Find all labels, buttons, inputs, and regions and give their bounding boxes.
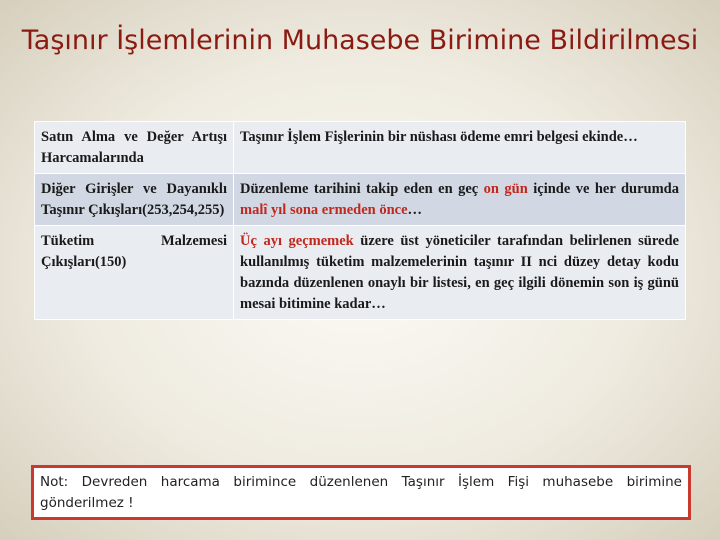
description-text: üzere üst yöneticiler tarafından belirlenen sürede kullanılmış tüketim malzemelerinin taşınır II nci düzey detay kodu bazında düzenlenen onaylı bir listesi, en geç ilgili dönemin son iş günü mesai bitimine kadar… [240, 233, 679, 312]
description-text: Taşınır İşlem Fişlerinin bir nüshası ödeme emri belgesi ekinde… [240, 129, 638, 145]
row-category: Satın Alma ve Değer Artışı Harcamalarında [35, 122, 234, 174]
highlighted-text: on gün [483, 181, 528, 197]
procedures-table [34, 121, 686, 320]
table-row [35, 122, 686, 174]
slide-title: Taşınır İşlemlerinin Muhasebe Birimine Bildirilmesi [21, 25, 699, 56]
row-description [234, 122, 686, 174]
highlighted-text: malî yıl sona ermeden önce [240, 202, 408, 218]
row-description [234, 226, 686, 320]
note-box: Not: Devreden harcama birimince düzenlenen Taşınır İşlem Fişi muhasebe birimine gönderilmez ! [31, 465, 691, 520]
description-text: … [407, 202, 423, 218]
row-description [234, 174, 686, 226]
description-text: içinde ve her durumda [527, 181, 679, 197]
row-category: Diğer Girişler ve Dayanıklı Taşınır Çıkışları(253,254,255) [35, 174, 234, 226]
row-category: Tüketim Malzemesi Çıkışları(150) [35, 226, 234, 320]
description-text: Düzenleme tarihini takip eden en geç [240, 181, 484, 197]
table-row [35, 226, 686, 320]
highlighted-text: Üç ayı geçmemek [240, 233, 354, 249]
table-row [35, 174, 686, 226]
